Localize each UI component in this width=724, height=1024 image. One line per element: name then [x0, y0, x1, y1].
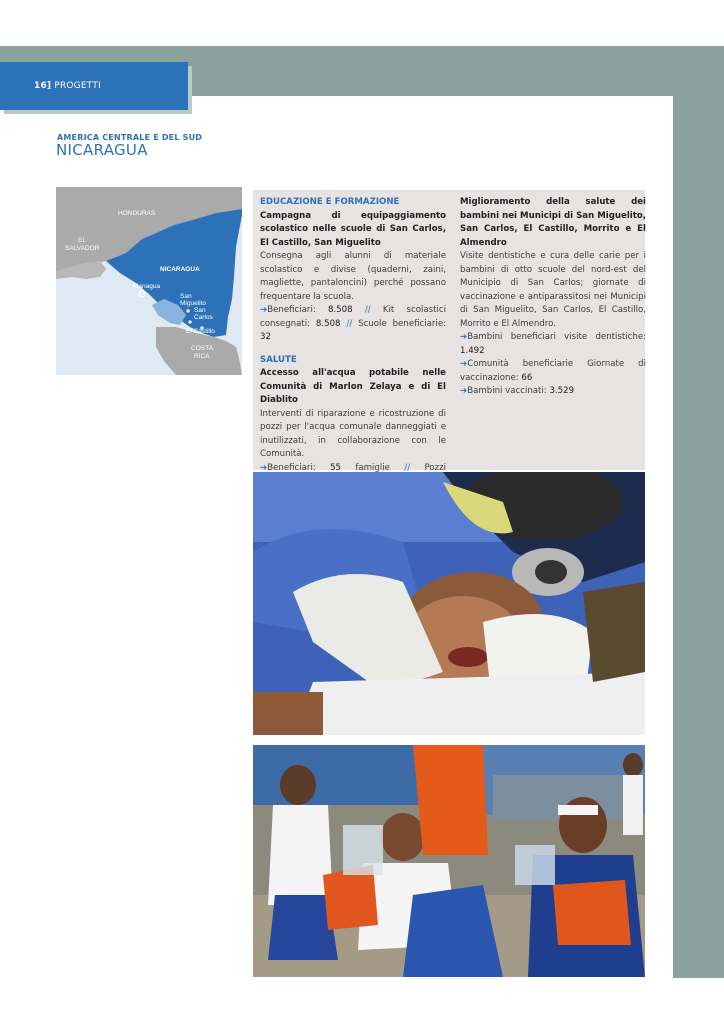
education-stats: ➔Beneficiari: 8.508 // Kit scolastici consegnati: 8.508 // Scuole beneficiarie: 32: [260, 305, 446, 342]
health-title: Miglioramento della salute dei bambini nei Municipi di San Miguelito, San Carlos, El Castillo, Morrito e El Almendro: [460, 197, 646, 248]
separator-icon: //: [404, 462, 411, 473]
separator-icon: //: [346, 318, 353, 329]
arrow-icon: ➔: [460, 359, 468, 369]
education-heading: EDUCAZIONE E FORMAZIONE: [260, 197, 400, 207]
san-carlos-marker-icon: [188, 320, 191, 323]
label-el-salvador-1: EL: [78, 237, 86, 244]
health-body: Visite dentistiche e cura delle carie per i bambini di otto scuole del nord-est del Municipio di San Carlos; giornate di vaccinazione e antiparassitosi nei Municipi di San Miguelito, San Carlos, El Castillo, Morrito e El Almendro.: [460, 251, 646, 329]
label-costa-rica-2: RICA: [194, 353, 210, 360]
right-band: [673, 46, 724, 978]
label-nicaragua: NICARAGUA: [160, 266, 200, 273]
label-san-carlos-1: San: [194, 307, 206, 314]
salute-stats: ➔Beneficiari: 55 famiglie // Pozzi: [260, 462, 446, 473]
education-body: Consegna agli alunni di materiale scolastico e divise (quaderni, zaini, magliette, pantaloncini) perché possano frequentare la scuola.: [260, 251, 446, 302]
page-header: [34, 81, 101, 91]
education-title: Campagna di equipaggiamento scolastico nelle scuole di San Carlos, El Castillo, San Miguelito: [260, 210, 446, 248]
label-san-miguelito-1: San: [180, 293, 192, 300]
salute-heading: SALUTE: [260, 354, 297, 365]
left-column: [260, 196, 446, 489]
arrow-icon: ➔: [460, 386, 468, 396]
label-san-miguelito-2: Miguelito: [180, 300, 207, 307]
health-stat-3: ➔Bambini vaccinati: 3.529: [460, 386, 575, 396]
section-name: PROGETTI: [54, 81, 101, 91]
salute-title: Accesso all'acqua potabile nelle Comunità di Marlon Zelaya e di El Diablito: [260, 368, 446, 405]
arrow-icon: ➔: [460, 332, 468, 342]
label-san-carlos-2: Carlos: [194, 314, 213, 321]
school-kits-photo: [253, 745, 645, 977]
arrow-icon: ➔: [260, 305, 268, 315]
health-stat-2: ➔Comunità beneficiarie Giornate di vaccinazione: 66: [460, 359, 646, 383]
page-number: 16]: [34, 81, 52, 91]
region-label: AMERICA CENTRALE E DEL SUD: [57, 133, 203, 142]
label-el-castillo: El Castillo: [186, 328, 215, 335]
dental-visit-photo: [253, 472, 645, 735]
nicaragua-map: [56, 187, 242, 375]
label-managua: Managua: [133, 283, 161, 290]
san-miguelito-marker-icon: [186, 309, 189, 312]
right-column: [460, 196, 646, 399]
salute-body: Interventi di riparazione e ricostruzione di pozzi per l'acqua comunale danneggiati e inutilizzati, in collaborazione con le Comunità.: [260, 408, 446, 459]
health-stat-1: ➔Bambini beneficiari visite dentistiche: 1.492: [460, 332, 646, 356]
country-title: NICARAGUA: [56, 141, 148, 159]
separator-icon: //: [364, 305, 371, 315]
label-honduras: HONDURAS: [118, 210, 156, 217]
label-el-salvador-2: SALVADOR: [65, 245, 100, 252]
arrow-icon: ➔: [260, 462, 268, 473]
label-costa-rica-1: COSTA: [191, 345, 213, 352]
